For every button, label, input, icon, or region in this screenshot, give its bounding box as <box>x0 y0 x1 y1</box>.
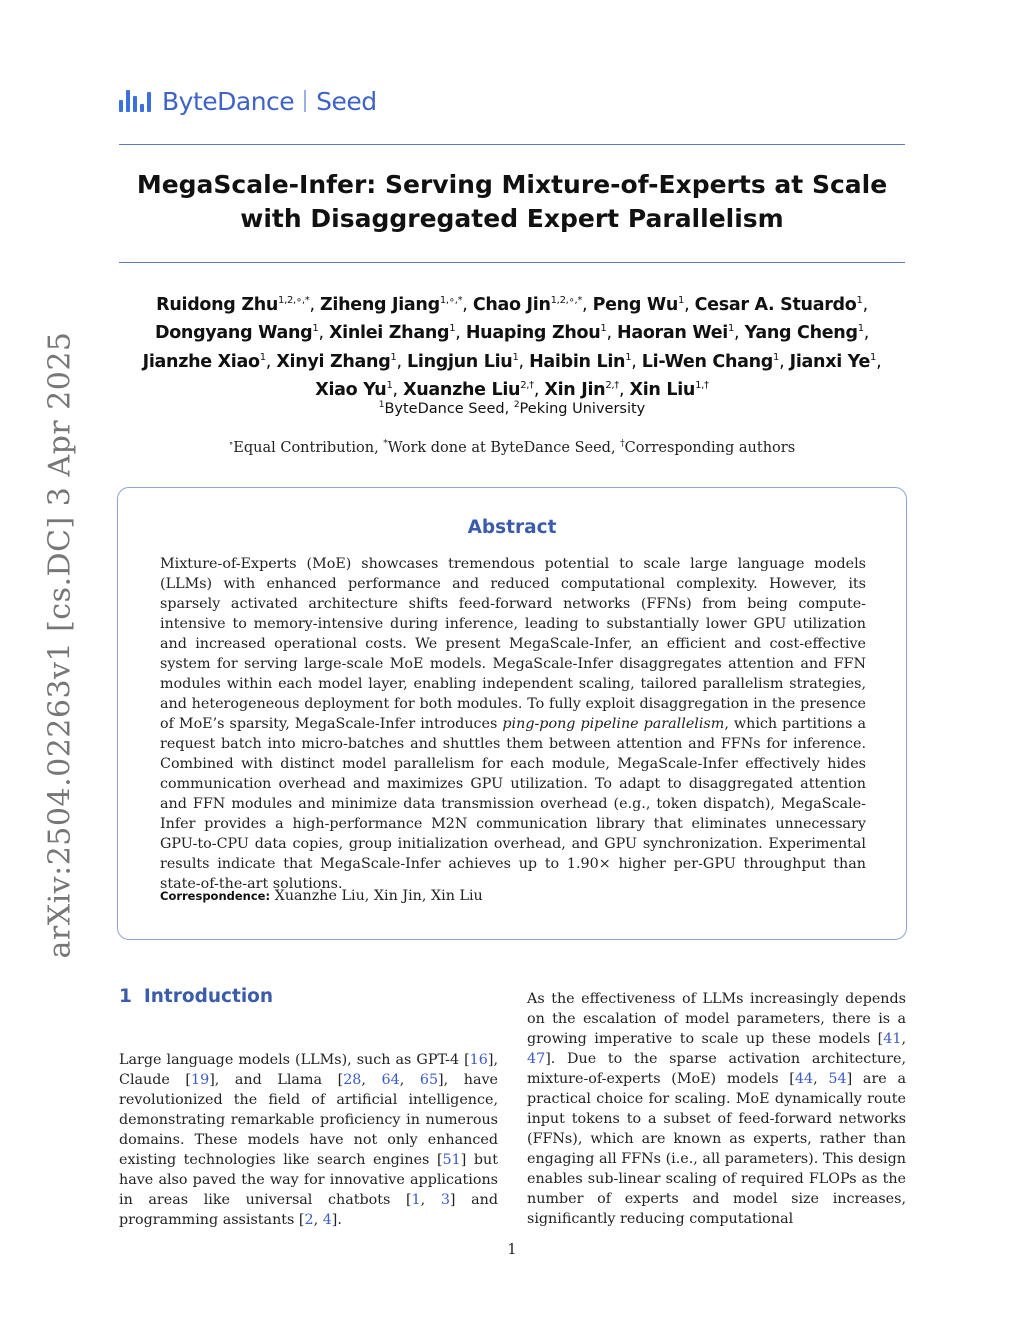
arxiv-identifier-stamp: arXiv:2504.02263v1 [cs.DC] 3 Apr 2025 <box>42 331 78 959</box>
contribution-notes <box>100 439 924 456</box>
intro-text: ], and Llama [ <box>209 1072 344 1088</box>
author-affiliation-marker: 1,∘,* <box>439 295 463 306</box>
author-affiliation-marker: 1 <box>312 323 319 335</box>
author-name: Haibin Lin <box>529 351 626 372</box>
title-line-1: MegaScale-Infer: Serving Mixture-of-Experts at Scale <box>136 170 888 199</box>
citation-link[interactable]: 2 <box>304 1212 314 1228</box>
author-name: Cesar A. Stuardo <box>694 294 857 315</box>
intro-text: , <box>313 1212 323 1228</box>
intro-text: , <box>420 1192 441 1208</box>
author-name: Ziheng Jiang <box>320 294 440 315</box>
citation-link[interactable]: 64 <box>381 1072 400 1088</box>
intro-left-column <box>119 1050 498 1230</box>
citation-link[interactable]: 54 <box>828 1071 847 1087</box>
author-affiliation-marker: 1 <box>449 323 456 335</box>
affil-separator: , <box>504 400 514 417</box>
logo-brand-sub: Seed <box>316 86 377 116</box>
correspondence <box>160 888 483 904</box>
citation-link[interactable]: 65 <box>419 1072 439 1088</box>
author-affiliation-marker: 1,2,∘,* <box>278 295 310 306</box>
intro-text: As the effectiveness of LLMs increasingly depends on the escalation of model parameters, there is a growing imperative to scale up these models [ <box>527 991 906 1047</box>
intro-text: ]. <box>331 1212 342 1228</box>
author-list: Ruidong Zhu$^{1,2,\circ,*}$, Ziheng Jiang$^{1,\circ,*}$, Chao Jin$^{1,2,\circ,*}$, Peng Wu$^1$, Cesar A. Stuardo$^1$, Dongyang Wang$^1$, Xinlei Zhang$^1$, Huaping Zhou$^1$, Haoran Wei$^1$, Yang Cheng$^1$, Jianzhe Xiao$^1$, Xinyi Zhang$^1$, Lingjun Liu$^1$, Haibin Lin$^1$, Li-Wen Chang$^1$, Jianxi Ye$^1$, Xiao Yu$^1$, Xuanzhe Liu$^{2,\dagger}$, Xin Jin$^{2,\dagger}$, Xin Liu$^{1,\dagger}$ <box>142 294 882 400</box>
abstract-box <box>117 487 907 940</box>
citation-link[interactable]: 1 <box>411 1192 421 1208</box>
citation-link[interactable]: 47 <box>527 1051 546 1067</box>
author-name: Ruidong Zhu <box>156 294 279 315</box>
citation-link[interactable]: 3 <box>440 1192 450 1208</box>
corresponding-note: Corresponding authors <box>624 439 796 456</box>
correspondence-label: Correspondence: <box>160 889 271 903</box>
corresponding-symbol: † <box>620 439 625 449</box>
abstract-text-part-2: , which partitions a request batch into micro-batches and shuttles them between attention and FFNs for inference. Combined with distinct model parallelism for each module, MegaScale-Infer effectively hides communication overhead and maximizes GPU utilization. To adapt to disaggregated attention and FFN modules and minimize data transmission overhead (e.g., token dispatch), MegaScale-Infer provides a high-performance M2N communication library that eliminates unnecessary GPU-to-CPU data copies, group initialization overhead, and GPU synchronization. Experimental results indicate that MegaScale-Infer achieves up to 1.90× higher per-GPU throughput than state-of-the-art solutions. <box>160 716 867 892</box>
author-affiliation-marker: 1 <box>600 323 607 335</box>
abstract-text-part-1: Mixture-of-Experts (MoE) showcases tremendous potential to scale large language models (LLMs) with enhanced performance and reduced computational complexity. However, its sparsely activated architecture shifts feed-forward networks (FFNs) from being compute-intensive to memory-intensive during inference, leading to substantially lower GPU utilization and increased operational costs. We present MegaScale-Infer, an efficient and cost-effective system for serving large-scale MoE models. MegaScale-Infer disaggregates attention and FFN modules within each model layer, enabling independent scaling, tailored parallelism strategies, and heterogeneous deployment for both modules. To fully exploit disaggregation in the presence of MoE’s sparsity, MegaScale-Infer introduces <box>160 556 866 732</box>
logo-brand: ByteDance <box>162 86 295 116</box>
author-affiliation-marker: 1 <box>857 323 864 335</box>
author-name: Chao Jin <box>472 294 551 315</box>
section-number: 1 <box>119 986 132 1007</box>
author-affiliation-marker: 2,† <box>520 379 534 391</box>
abstract-text <box>160 554 866 894</box>
author-affiliation-marker: 1 <box>727 323 735 335</box>
correspondence-names: Xuanzhe Liu, Xin Jin, Xin Liu <box>270 888 483 904</box>
work-done-symbol: * <box>383 439 388 449</box>
author-affiliation-marker: 1 <box>678 295 685 306</box>
intro-text: ]. Due to the sparse activation architecture, mixture-of-experts (MoE) models [ <box>527 1051 906 1087</box>
top-rule <box>119 144 905 145</box>
equal-contribution-note: Equal Contribution, <box>233 439 384 456</box>
author-affiliation-marker: 1,2,∘,* <box>550 295 583 306</box>
citation-link[interactable]: 28 <box>343 1072 362 1088</box>
title-line-2: with Disaggregated Expert Parallelism <box>240 204 784 233</box>
citation-link[interactable]: 16 <box>469 1052 488 1068</box>
intro-text: Large language models (LLMs), such as GPT-4 [ <box>119 1052 470 1068</box>
author-name: Haoran Wei <box>616 323 728 344</box>
author-name: Xinlei Zhang <box>328 323 450 344</box>
intro-text: , <box>361 1072 382 1088</box>
citation-link[interactable]: 41 <box>883 1031 902 1047</box>
author-name: Xin Liu <box>629 379 696 400</box>
author-name: Yang Cheng <box>744 323 858 344</box>
author-name: Huaping Zhou <box>465 323 601 344</box>
author-affiliation-marker: 1 <box>856 295 863 306</box>
author-name: Xinyi Zhang <box>276 351 391 372</box>
author-affiliation-marker: 1,† <box>695 379 709 391</box>
work-done-note: Work done at ByteDance Seed, <box>387 439 621 456</box>
citation-link[interactable]: 44 <box>794 1071 814 1087</box>
page-number: 1 <box>507 1242 517 1258</box>
affiliations <box>100 400 924 417</box>
author-name: Xiao Yu <box>315 379 387 400</box>
author-affiliation-marker: 1 <box>625 351 632 363</box>
author-affiliation-marker: 2,† <box>605 379 619 391</box>
section-title: Introduction <box>143 986 274 1007</box>
author-name: Peng Wu <box>592 294 679 315</box>
intro-text: , <box>399 1072 420 1088</box>
affil-pku: Peking University <box>519 400 646 417</box>
intro-text: , <box>813 1071 829 1087</box>
title-rule <box>119 262 905 263</box>
author-name: Dongyang Wang <box>154 323 313 344</box>
citation-link[interactable]: 19 <box>191 1072 210 1088</box>
author-affiliation-marker: 1 <box>773 351 780 363</box>
citation-link[interactable]: 4 <box>322 1212 332 1228</box>
author-name: Lingjun Liu <box>407 351 513 372</box>
intro-text: ], have revolutionized the field of artificial intelligence, demonstrating remarkable proficiency in numerous domains. These models have not only enhanced existing technologies like search engines [ <box>119 1072 499 1168</box>
affil-sup-2: 2 <box>513 400 520 410</box>
intro-text: ] and programming assistants [ <box>119 1192 499 1228</box>
intro-text: ] but have also paved the way for innovative applications in areas like universal chatbots [ <box>119 1152 499 1208</box>
bytedance-seed-logo <box>119 86 377 116</box>
author-affiliation-marker: 1 <box>386 379 393 391</box>
logo-bars-icon <box>119 90 154 112</box>
author-name: Jianzhe Xiao <box>142 351 260 372</box>
intro-right-column <box>527 989 906 1229</box>
author-name: Li-Wen Chang <box>641 351 774 372</box>
author-affiliation-marker: 1 <box>870 351 877 363</box>
author-name: Jianxi Ye <box>789 351 871 372</box>
equal-contribution-symbol: ∘ <box>228 439 234 449</box>
section-introduction-heading <box>119 986 273 1007</box>
author-affiliation-marker: 1 <box>259 351 266 363</box>
author-name: Xuanzhe Liu <box>403 379 521 400</box>
logo-divider <box>304 90 306 112</box>
affil-sup-1: 1 <box>378 400 385 410</box>
author-affiliation-marker: 1 <box>390 351 397 363</box>
affil-bytedance: ByteDance Seed <box>384 400 505 417</box>
intro-text: , <box>901 1031 906 1047</box>
abstract-emphasis: ping-pong pipeline parallelism <box>502 716 725 732</box>
intro-text: ] are a practical choice for scaling. MoE dynamically route input tokens to a subset of feed-forward networks (FFNs), which are known as experts, rather than engaging all FFNs (i.e., all parameters). This design enables sub-linear scaling of required FLOPs as the number of experts and model size increases, significantly reducing computational <box>527 1071 907 1227</box>
author-affiliation-marker: 1 <box>512 351 519 363</box>
abstract-heading: Abstract <box>467 517 557 538</box>
paper-title <box>80 168 944 236</box>
author-name: Xin Jin <box>544 379 606 400</box>
intro-text: ], Claude [ <box>119 1052 498 1088</box>
citation-link[interactable]: 51 <box>442 1152 461 1168</box>
